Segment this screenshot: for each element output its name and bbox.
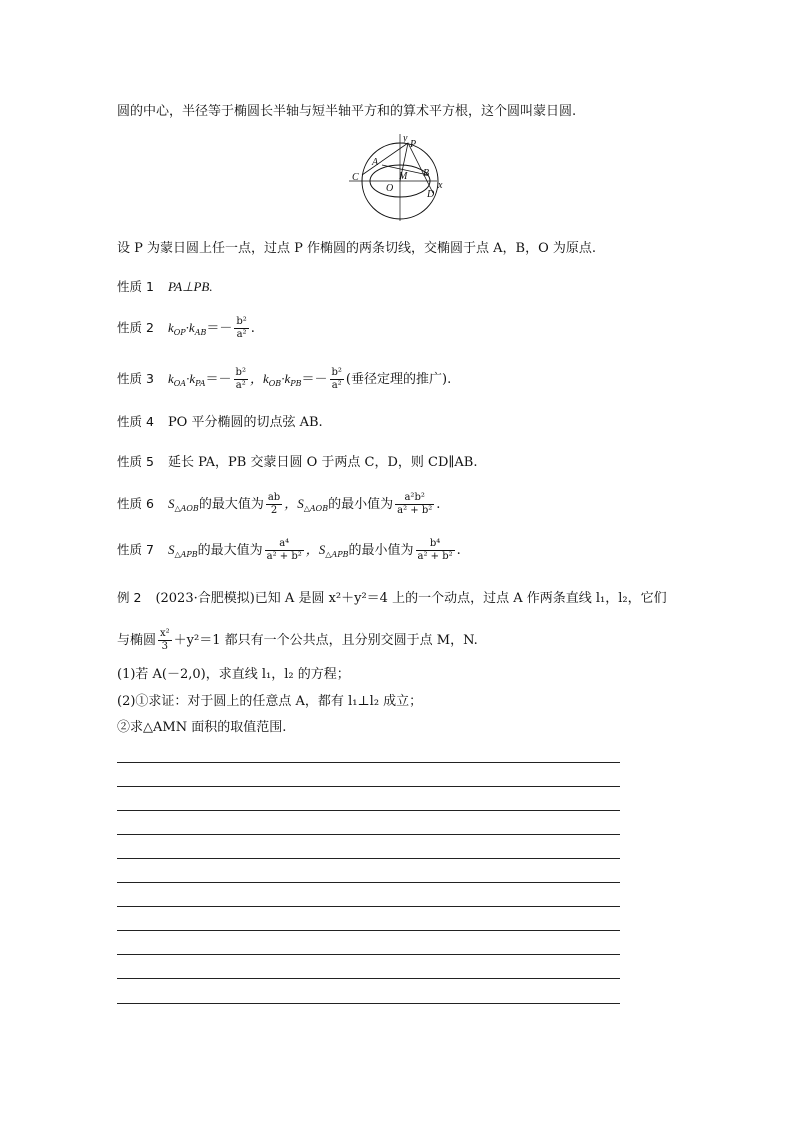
answer-line[interactable] — [117, 786, 620, 787]
property-text: PO 平分椭圆的切点弦 AB. — [167, 415, 323, 430]
math-s: ，S — [284, 496, 304, 511]
example-label: 例 2 — [117, 590, 142, 605]
math-k: k — [167, 320, 174, 335]
numerator: ab — [267, 492, 281, 503]
subscript: OA — [173, 379, 187, 388]
property-7 — [117, 538, 461, 564]
property-label: 性质 3 — [117, 371, 154, 386]
text: 与椭圆 — [117, 633, 157, 648]
fraction — [158, 628, 172, 653]
property-label: 性质 6 — [117, 496, 154, 511]
label-m: M — [399, 171, 408, 182]
denominator: a² + b² — [417, 551, 453, 562]
math-s: ，S — [305, 542, 326, 557]
label-x: x — [438, 180, 443, 191]
property-2 — [117, 316, 255, 342]
numerator: b² — [236, 316, 247, 327]
period: . — [456, 543, 461, 558]
numerator: b² — [331, 367, 342, 378]
denominator: a² — [235, 380, 246, 391]
fraction — [266, 492, 282, 517]
property-6 — [117, 492, 440, 518]
property-text: PA⊥PB. — [167, 279, 213, 294]
fraction — [265, 538, 304, 563]
label-a: A — [372, 157, 379, 168]
example-line-1 — [117, 589, 667, 608]
equals-minus: ＝－ — [301, 372, 328, 387]
example-line-2 — [117, 628, 478, 653]
fraction — [330, 367, 344, 392]
subscript: PA — [195, 379, 206, 388]
numerator: b⁴ — [416, 538, 455, 551]
fraction — [395, 492, 434, 517]
math-s: S — [167, 542, 175, 557]
example-text: (2023·合肥模拟)已知 A 是圆 x²＋y²＝4 上的一个动点，过点 A 作两条直线 l₁，l₂，它们 — [155, 591, 667, 606]
numerator: a⁴ — [265, 538, 304, 551]
property-label: 性质 7 — [117, 542, 154, 557]
property-5 — [117, 453, 477, 472]
denominator: 2 — [270, 505, 278, 516]
equals-minus: ＝－ — [206, 321, 233, 336]
math-s: S — [167, 496, 175, 511]
period: . — [250, 321, 255, 336]
numerator: b² — [235, 367, 246, 378]
property-4 — [117, 413, 323, 432]
property-1 — [117, 278, 213, 297]
equals-minus: ＝－ — [205, 372, 232, 387]
numerator: a²b² — [395, 492, 434, 505]
subscript: OP — [173, 328, 186, 337]
answer-line[interactable] — [117, 930, 620, 931]
setup-text: 设 P 为蒙日圆上任一点，过点 P 作椭圆的两条切线，交椭圆于点 A，B，O 为原点. — [117, 241, 597, 256]
property-3 — [117, 367, 451, 393]
text: ＋y²＝1 都只有一个公共点，且分别交圆于点 M，N. — [173, 633, 478, 648]
denominator: a² + b² — [397, 505, 433, 516]
text: 的最小值为 — [328, 497, 394, 512]
text: 的最大值为 — [197, 543, 263, 558]
text: 的最小值为 — [348, 543, 414, 558]
subscript: △AOB — [174, 504, 199, 513]
label-d: D — [427, 189, 435, 200]
question-2: (2)①求证：对于圆上的任意点 A，都有 l₁⊥l₂ 成立； — [117, 694, 423, 709]
note: (垂径定理的推广). — [345, 372, 452, 387]
property-text: 延长 PA，PB 交蒙日圆 O 于两点 C，D，则 CD∥AB. — [167, 455, 478, 470]
answer-line[interactable] — [117, 1003, 620, 1004]
subscript: △APB — [174, 550, 198, 559]
math-k: ·k — [185, 320, 195, 335]
answer-line[interactable] — [117, 810, 620, 811]
intro-text: 圆的中心，半径等于椭圆长半轴与短半轴平方和的算术平方根，这个圆叫蒙日圆. — [117, 104, 577, 119]
numerator: x² — [160, 628, 170, 639]
answer-line[interactable] — [117, 858, 620, 859]
property-label: 性质 5 — [117, 454, 154, 469]
label-b: B — [423, 168, 430, 179]
text: 的最大值为 — [198, 497, 264, 512]
label-y: y — [403, 133, 408, 144]
fraction — [234, 316, 248, 341]
property-label: 性质 2 — [117, 320, 154, 335]
math-k: k — [167, 371, 174, 386]
denominator: a² — [236, 329, 247, 340]
math-k: ·k — [281, 371, 291, 386]
subscript: OB — [268, 379, 282, 388]
label-o: O — [386, 183, 394, 194]
property-label: 性质 1 — [117, 279, 154, 294]
period: . — [436, 497, 441, 512]
answer-line[interactable] — [117, 954, 620, 955]
subscript: △AOB — [303, 504, 329, 513]
fraction — [234, 367, 248, 392]
monge-circle-figure — [345, 131, 450, 223]
subscript: △APB — [325, 550, 349, 559]
subscript: PB — [290, 379, 302, 388]
subscript: AB — [194, 328, 207, 337]
denominator: 3 — [161, 641, 169, 652]
property-label: 性质 4 — [117, 414, 154, 429]
answer-line[interactable] — [117, 978, 620, 979]
answer-line[interactable] — [117, 834, 620, 835]
question-3: ②求△AMN 面积的取值范围. — [117, 720, 287, 735]
answer-line[interactable] — [117, 906, 620, 907]
answer-line[interactable] — [117, 882, 620, 883]
answer-line[interactable] — [117, 762, 620, 763]
label-p: P — [410, 139, 417, 150]
label-c: C — [352, 172, 359, 183]
denominator: a² — [331, 380, 342, 391]
math-k: ，k — [249, 371, 269, 386]
fraction — [416, 538, 455, 563]
question-1: (1)若 A(－2,0)，求直线 l₁，l₂ 的方程； — [117, 667, 350, 682]
denominator: a² + b² — [266, 551, 302, 562]
math-k: ·k — [186, 371, 196, 386]
